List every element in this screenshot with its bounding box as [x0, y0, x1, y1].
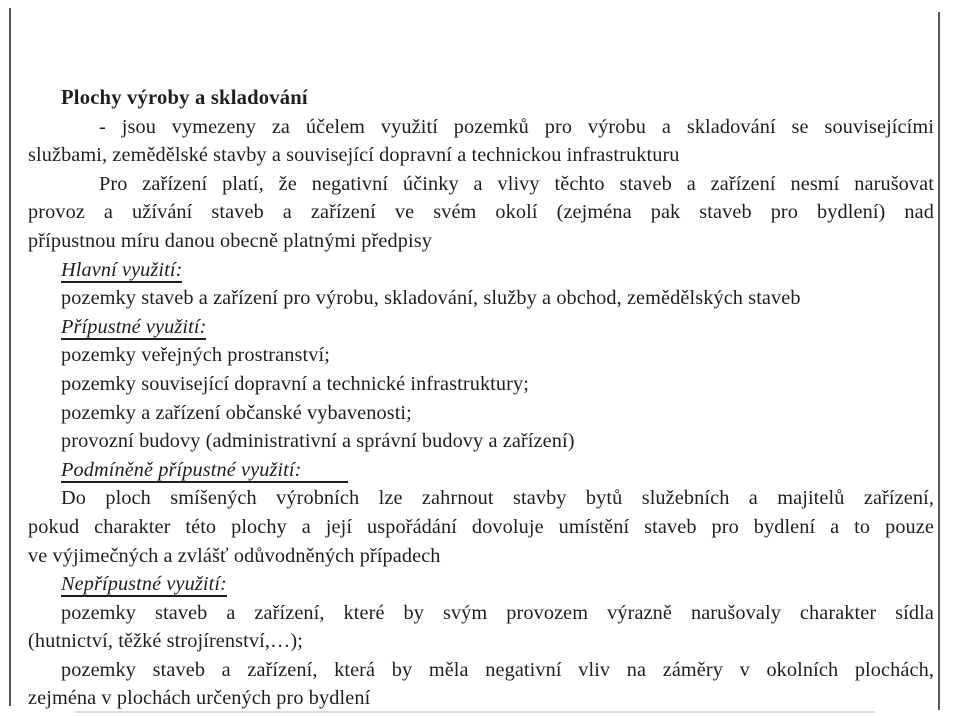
text-line — [28, 113, 934, 142]
text-line — [28, 198, 934, 227]
text-line-text: pokud charakter této plochy a její uspořádání dovoluje umístění staveb pro bydlení a to pouze — [28, 515, 934, 538]
text-line-text: pozemky a zařízení občanské vybavenosti; — [61, 401, 412, 424]
document-title — [28, 84, 934, 113]
section-heading-text: Nepřípustné využití: — [61, 573, 227, 596]
text-line-text: pozemky staveb a zařízení pro výrobu, skladování, služby a obchod, zemědělských staveb — [61, 287, 801, 310]
text-line-text: - jsou vymezeny za účelem využití pozemků pro výrobu a skladování se souvisejícími — [99, 115, 934, 138]
text-line — [28, 656, 934, 685]
text-line-text: pozemky staveb a zařízení, která by měla negativní vliv na záměry v okolních plochách, — [61, 658, 934, 681]
section-heading — [28, 313, 934, 342]
text-line-text: provozní budovy (administrativní a správní budovy a zařízení) — [61, 430, 575, 453]
text-line-text: pozemky staveb a zařízení, které by svým provozem výrazně narušovaly charakter sídla — [61, 601, 934, 624]
section-heading — [28, 570, 934, 599]
section-heading-text: Hlavní využití: — [61, 258, 183, 281]
text-line-text: pozemky veřejných prostranství; — [61, 344, 330, 367]
text-line — [28, 599, 934, 628]
text-line-text: přípustnou míru danou obecně platnými předpisy — [28, 229, 432, 252]
text-line — [28, 542, 934, 571]
text-line — [28, 341, 934, 370]
text-line-text: ve výjimečných a zvlášť odůvodněných případech — [28, 544, 441, 567]
text-line — [28, 370, 934, 399]
scan-edge-right-line — [938, 12, 940, 710]
text-line — [28, 627, 934, 656]
text-line-text: provoz a užívání staveb a zařízení ve svém okolí (zejména pak staveb pro bydlení) nad — [28, 201, 934, 224]
section-heading — [28, 256, 934, 285]
document-title-text: Plochy výroby a skladování — [61, 87, 308, 109]
text-line — [28, 170, 934, 199]
text-line-text: pozemky související dopravní a technické infrastruktury; — [61, 372, 529, 395]
text-line — [28, 513, 934, 542]
document-body — [28, 84, 934, 713]
text-line-text: zejména v plochách určených pro bydlení — [28, 687, 371, 710]
text-line — [28, 427, 934, 456]
text-line — [28, 484, 934, 513]
text-line — [28, 684, 934, 713]
scan-edge-left-line — [9, 8, 11, 706]
text-line — [28, 284, 934, 313]
section-heading-text: Podmíněně přípustné využití: — [61, 459, 348, 483]
text-line — [28, 227, 934, 256]
text-line — [28, 399, 934, 428]
section-heading-text: Přípustné využití: — [61, 315, 207, 338]
text-line-text: (hutnictví, těžké strojírenství,…); — [28, 630, 303, 653]
text-line — [28, 141, 934, 170]
text-line-text: Pro zařízení platí, že negativní účinky a vlivy těchto staveb a zařízení nesmí narušovat — [99, 172, 934, 195]
text-line-text: Do ploch smíšených výrobních lze zahrnout stavby bytů služebních a majitelů zařízení, — [61, 487, 934, 510]
section-heading — [28, 456, 934, 485]
text-line-text: službami, zemědělské stavby a související dopravní a technickou infrastrukturu — [28, 144, 680, 167]
